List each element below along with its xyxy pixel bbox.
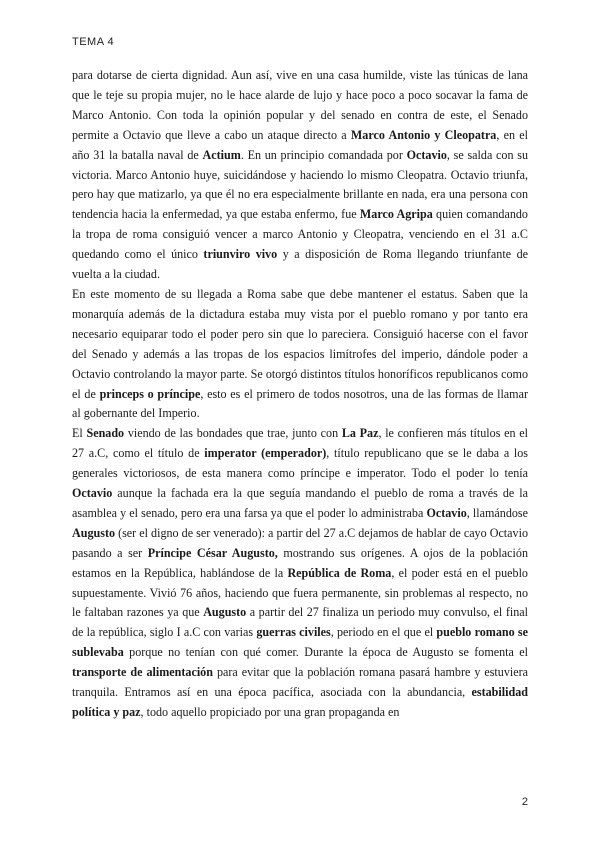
bold-term: Príncipe César Augusto, [147,545,278,560]
text-run: , en el año 31 la batalla naval de [72,127,528,162]
text-run: viendo de las bondades que trae, junto con [124,426,342,441]
text-run: En este momento de su llegada a Roma sabe que debe mantener el estatus. Saben que la monarquía además de la dictadura estaba muy vista por el pueblo romano y por tanto era necesario equiparar todo el poder pero sin que lo pareciera. Consiguió hacerse con el favor del Senado y además a las tropas de los espacios limítrofes del imperio, dándole poder a Octavio controlando la mayor parte. Se otorgó distintos títulos honoríficos republicanos como el de [72,286,528,401]
text-run: , esto es el primero de todos nosotros, una de las formas de llamar al gobernante del Imperio. [72,386,528,421]
bold-term: Octavio [426,505,467,520]
text-run: , le confieren más títulos en el 27 a.C, como el título de [72,426,528,461]
body-text [72,66,528,723]
page-number: 2 [521,796,528,808]
text-run: (ser el digno de ser venerado): a partir del 27 a.C dejamos de hablar de cayo Octavio pasando a ser [72,525,528,560]
bold-term: transporte de alimentación [72,665,213,680]
bold-term: La Paz [341,426,379,441]
page-header: TEMA 4 [72,36,115,48]
text-run: a partir del 27 finaliza un periodo muy convulso, el final de la república, siglo I a.C con varias [72,605,528,640]
text-run: , el poder está en el pueblo supuestamente. Vivió 76 años, haciendo que fuera permanente, sin problemas al respecto, no le faltaban razones ya que [72,565,528,620]
text-run: porque no tenían con qué comer. Durante la época de Augusto se fomenta el [123,645,528,660]
paragraph-2 [72,285,528,424]
text-run: , llamándose [466,505,528,520]
bold-term: Augusto [72,525,116,540]
bold-term: pueblo romano se sublevaba [72,625,528,660]
text-run: y a disposición de Roma llegando triunfante de vuelta a la ciudad. [72,247,528,282]
bold-term: princeps o príncipe [99,386,201,401]
bold-term: Senado [86,426,125,441]
bold-term: estabilidad política y paz [72,685,528,719]
bold-term: imperator (emperador) [204,446,327,461]
text-run: , periodo en el que el [330,625,437,640]
bold-term: Marco Antonio y Cleopatra [350,127,497,142]
paragraph-3 [72,424,528,723]
bold-term: Octavio [406,147,447,162]
bold-term: Octavio [72,486,113,501]
text-run: , se salda con su victoria. Marco Antonio huye, suicidándose y haciendo lo mismo Cleopatra. Octavio triunfa, pero hay que matizarlo, ya que él no era especialmente brillante en nada, era una persona con tendencia hacia la enfermedad, ya que estaba enfermo, fue [72,147,529,222]
paragraph-1 [72,66,528,285]
bold-term: guerras civiles [256,625,331,640]
text-run: aunque la fachada era la que seguía mandando el pueblo de roma a través de la asamblea y el senado, pero era una farsa ya que el poder lo administraba [72,486,528,520]
text-run: mostrando sus orígenes. A ojos de la población estamos en la República, hablándose de la [72,545,528,580]
bold-term: triunviro vivo [203,247,278,262]
bold-term: Actium [202,147,241,162]
text-run: . En un principio comandada por [240,147,407,162]
text-run: para dotarse de cierta dignidad. Aun así, vive en una casa humilde, viste las túnicas de lana que le teje su propia mujer, no le hace alarde de lujo y hace poco a poco socavar la fama de Marco Antonio. Con toda la opinión popular y del senado en contra de este, el Senado permite a Octavio que lleve a cabo un ataque directo a [72,68,528,142]
text-run: quien comandando la tropa de roma consiguió vencer a marco Antonio y Cleopatra, venciendo en el 31 a.C quedando como el único [72,207,528,262]
text-run: , todo aquello propiciado por una gran propaganda en [140,705,400,719]
text-run: , título republicano que se le daba a los generales victoriosos, de esta manera como príncipe e imperator. Todo el poder lo tenía [72,446,529,481]
bold-term: República de Roma [287,565,392,580]
text-run: El [72,426,87,441]
text-run: para evitar que la población romana pasará hambre y estuviera tranquila. Entramos así en una época pacífica, asociada con la abundancia, [72,665,529,700]
bold-term: Marco Agripa [359,207,433,222]
bold-term: Augusto [203,605,247,620]
